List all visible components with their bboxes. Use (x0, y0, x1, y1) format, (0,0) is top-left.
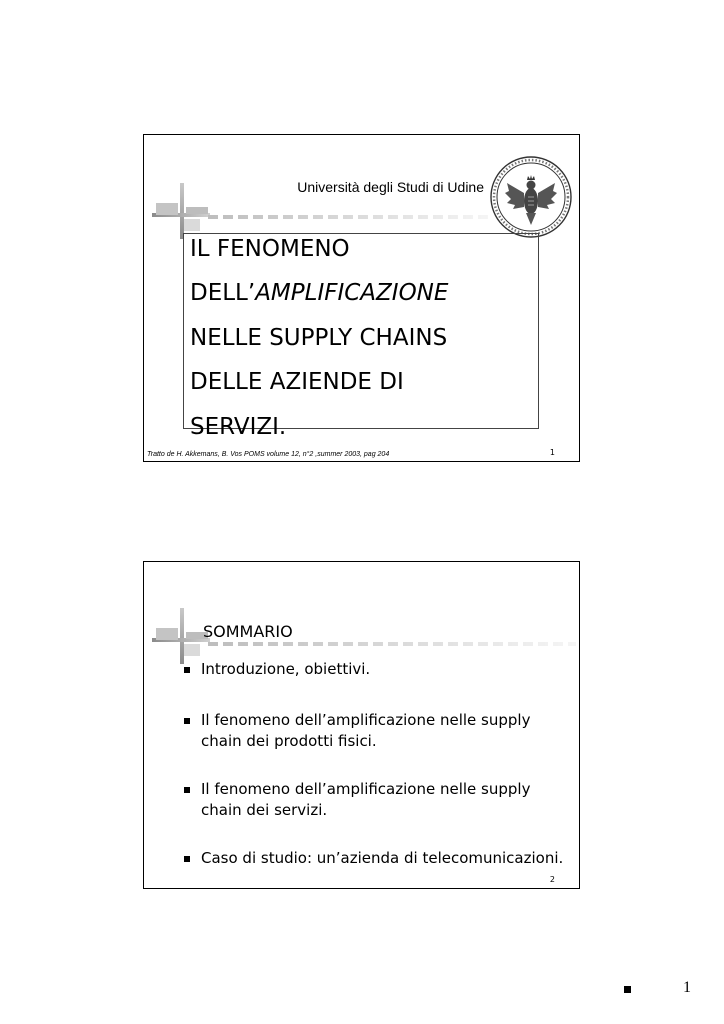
square-bullet-icon (184, 667, 190, 673)
title-line-1: IL FENOMENO (190, 236, 350, 262)
slide-number: 1 (549, 448, 555, 457)
citation-text: Tratto de H. Akkemans, B. Vos POMS volume 12, n°2 ,summer 2003, pag 204 (147, 451, 390, 458)
header-rule (208, 642, 576, 646)
slide-1 (143, 134, 580, 462)
title-line-3: NELLE SUPPLY CHAINS (190, 325, 448, 351)
square-bullet-icon (184, 787, 190, 793)
square-bullet-icon (184, 718, 190, 724)
university-seal-icon (489, 155, 573, 239)
university-name: Università degli Studi di Udine (297, 179, 484, 195)
title-line-5: SERVIZI. (190, 414, 287, 440)
square-bullet-icon (624, 986, 631, 993)
title-line-4: DELLE AZIENDE DI (190, 369, 404, 395)
list-item: Il fenomeno dell’amplificazione nelle supply chain dei prodotti fisici. (184, 710, 574, 752)
list-item: Il fenomeno dell’amplificazione nelle supply chain dei servizi. (184, 779, 574, 821)
section-title: SOMMARIO (203, 622, 293, 641)
slide-2 (143, 561, 580, 889)
list-item: Introduzione, obiettivi. (184, 659, 574, 680)
header-rule (208, 215, 490, 219)
square-bullet-icon (184, 856, 190, 862)
page-number: 1 (683, 979, 691, 996)
list-item: Caso di studio: un’azienda di telecomunicazioni. (184, 848, 574, 869)
slide-number: 2 (549, 875, 555, 884)
title-line-2: DELL’AMPLIFICAZIONE (190, 280, 449, 306)
